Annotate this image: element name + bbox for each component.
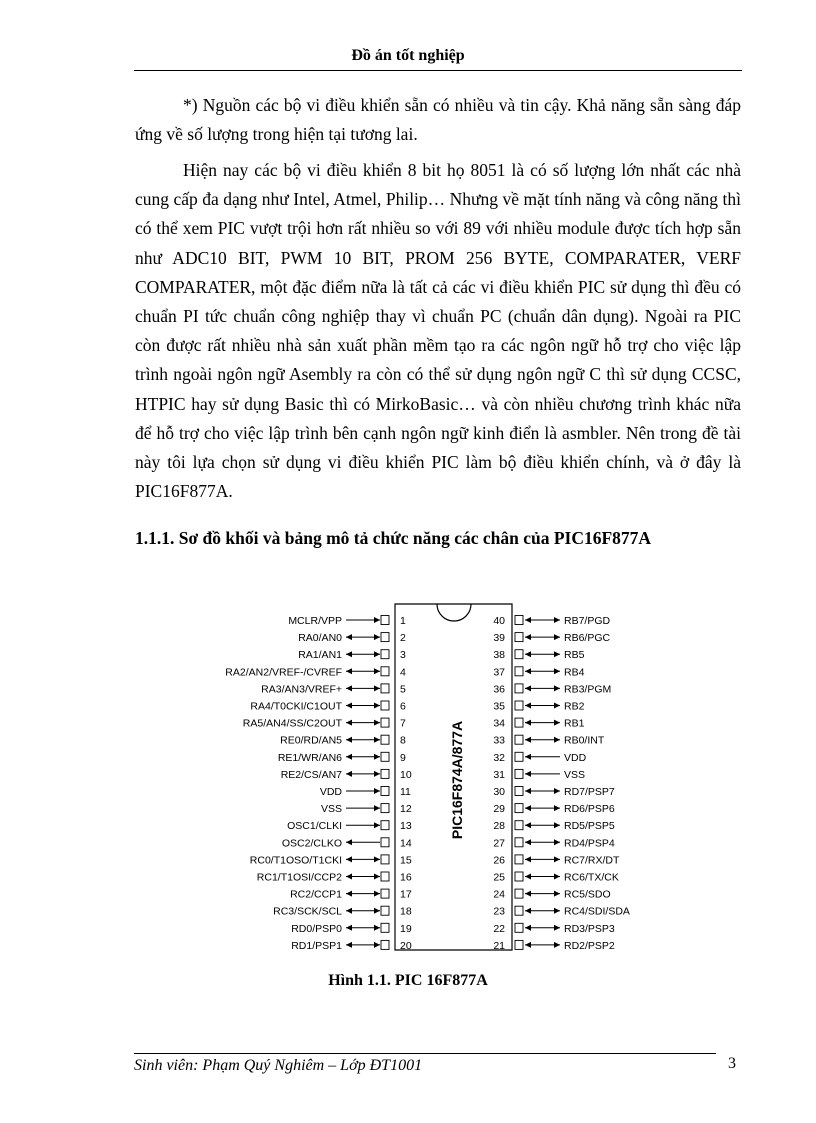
pic-pinout-figure (200, 598, 640, 963)
pin-label: RD2/PSP2 (564, 939, 615, 952)
pin-arrowhead (346, 891, 352, 897)
pin-number: 7 (400, 717, 406, 730)
pin-arrowhead (554, 891, 560, 897)
pin-pad (381, 718, 389, 727)
pin-arrowhead (374, 822, 380, 828)
pin-pad (515, 838, 523, 847)
pin-arrowhead (374, 685, 380, 691)
pin-label: RE0/RD/AN5 (280, 734, 342, 747)
pin-pad (515, 940, 523, 949)
pin-number: 34 (493, 717, 505, 730)
pin-label: RD7/PSP7 (564, 786, 615, 798)
pin-arrowhead (525, 839, 531, 845)
pin-number: 19 (400, 922, 412, 935)
pin-arrowhead (525, 856, 531, 862)
pin-number: 33 (493, 734, 505, 747)
pin-arrowhead (554, 805, 560, 811)
pin-arrowhead (525, 754, 531, 760)
pin-pad (515, 923, 523, 932)
pin-pad (515, 752, 523, 761)
pin-pad (381, 889, 389, 898)
pin-arrowhead (525, 720, 531, 726)
pin-pad (515, 769, 523, 778)
left-pin-10 (281, 769, 412, 781)
left-pin-14 (282, 837, 412, 849)
pin-label: RD0/PSP0 (291, 922, 342, 935)
pin-arrowhead (374, 925, 380, 931)
pin-label: RA4/T0CKI/C1OUT (250, 700, 342, 713)
pin-arrowhead (346, 634, 352, 640)
pin-number: 32 (493, 751, 505, 764)
pin-number: 24 (493, 888, 505, 901)
pin-pad (381, 855, 389, 864)
pin-arrowhead (554, 720, 560, 726)
pin-pad (515, 718, 523, 727)
pin-label: RA2/AN2/VREF-/CVREF (225, 666, 342, 679)
pin-label: RC6/TX/CK (564, 871, 619, 884)
pin-pad (515, 667, 523, 676)
pin-arrowhead (554, 942, 560, 948)
pin-label: VSS (320, 803, 342, 816)
pin-label: OSC1/CLKI (287, 820, 342, 833)
pin-arrowhead (525, 891, 531, 897)
pin-arrowhead (525, 737, 531, 743)
pin-label: RA0/AN0 (298, 632, 342, 645)
pin-arrowhead (554, 617, 560, 623)
pin-arrowhead (346, 737, 352, 743)
pin-number: 22 (493, 922, 505, 935)
pin-label: RB3/PGM (564, 683, 612, 696)
pin-pad (515, 872, 523, 881)
pin-arrowhead (554, 737, 560, 743)
pin-pad (381, 667, 389, 676)
pin-arrowhead (525, 925, 531, 931)
pin-arrowhead (525, 651, 531, 657)
pin-arrowhead (346, 925, 352, 931)
pin-label: VDD (319, 786, 342, 798)
pin-pad (381, 616, 389, 625)
pin-arrowhead (374, 891, 380, 897)
left-pin-5 (261, 683, 406, 695)
pin-number: 23 (493, 905, 505, 918)
pin-number: 20 (400, 939, 412, 952)
pin-number: 1 (400, 615, 406, 627)
pin-label: VDD (564, 751, 587, 764)
pin-label: RA1/AN1 (298, 649, 342, 662)
pin-pad (381, 684, 389, 693)
pin-arrowhead (525, 617, 531, 623)
left-pin-8 (280, 735, 406, 747)
pin-arrowhead (525, 874, 531, 880)
right-pin-23 (493, 906, 630, 918)
pin-label: MCLR/VPP (288, 615, 342, 627)
pin-pad (515, 633, 523, 642)
pin-arrowhead (525, 668, 531, 674)
pin-label: RC3/SCK/SCL (273, 905, 342, 918)
left-pin-4 (225, 666, 406, 678)
pin-number: 30 (493, 786, 505, 798)
pin-number: 31 (493, 768, 505, 781)
pin-pad (381, 735, 389, 744)
pin-label: RB6/PGC (564, 632, 611, 645)
pin-label: RC1/T1OSI/CCP2 (256, 871, 342, 884)
pin-number: 10 (400, 768, 412, 781)
pin-label: RE2/CS/AN7 (280, 768, 342, 781)
pin-label: RB4 (564, 666, 585, 679)
pin-arrowhead (525, 822, 531, 828)
pin-arrowhead (346, 908, 352, 914)
pin-label: RD3/PSP3 (564, 922, 615, 935)
pin-arrowhead (346, 754, 352, 760)
pin-number: 6 (400, 700, 406, 713)
pin-arrowhead (554, 634, 560, 640)
header-divider (134, 70, 742, 71)
pin-arrowhead (525, 685, 531, 691)
pin-arrowhead (346, 720, 352, 726)
pin-arrowhead (554, 925, 560, 931)
pin-label: OSC2/CLKO (281, 837, 342, 850)
pin-pad (381, 923, 389, 932)
pin-label: RD5/PSP5 (564, 820, 615, 833)
pin-number: 36 (493, 683, 505, 696)
pin-pad (515, 650, 523, 659)
pin-arrowhead (525, 942, 531, 948)
pin-arrowhead (374, 754, 380, 760)
pin-number: 27 (493, 837, 505, 850)
pin-arrowhead (554, 788, 560, 794)
pin-number: 11 (400, 786, 411, 798)
footer-divider (134, 1053, 716, 1054)
pin-pad (515, 821, 523, 830)
pin-pad (381, 650, 389, 659)
left-pin-17 (290, 889, 412, 901)
pin-arrowhead (374, 942, 380, 948)
pin-label: RB5 (564, 649, 585, 662)
left-pin-3 (298, 649, 406, 661)
pin-arrowhead (554, 908, 560, 914)
pin-arrowhead (554, 703, 560, 709)
pin-pad (381, 872, 389, 881)
pin-label: RC2/CCP1 (290, 888, 342, 901)
left-pin-2 (298, 632, 406, 644)
pin-pad (381, 769, 389, 778)
paragraph-2: Hiện nay các bộ vi điều khiển 8 bit họ 8051 là có số lượng lớn nhất các nhà cung cấp đa dạng như Intel, Atmel, Philip… Nhưng về mặt tính năng và công năng thì có thể xem PIC vượt trội hơn rất nhiều so với 89 với nhiều module được tích hợp sẵn như ADC10 BIT, PWM 10 BIT, PROM 256 BYTE, COMPARATER, VERF COMPARATER, một đặc điểm nữa là tất cả các vi điều khiển PIC sử dụng thì đều có chuẩn PI tức chuẩn công nghiệp thay vì chuẩn PC (chuẩn dân dụng). Ngoài ra PIC còn được rất nhiều nhà sản xuất phần mềm tạo ra các ngôn ngữ hỗ trợ cho việc lập trình ngoài ngôn ngữ Asembly ra còn có thể sử dụng ngôn ngữ C thì sử dụng CCSC, HTPIC hay sử dụng Basic thì có MirkoBasic… và còn nhiều chương trình khác nữa để hỗ trợ cho việc lập trình bên cạnh ngôn ngữ kinh điển là asmbler. Nên trong đề tài này tôi lựa chọn sử dụng vi điều khiển PIC làm bộ điều khiển chính, và ở đây là PIC16F877A. (135, 160, 741, 502)
pin-number: 25 (493, 871, 505, 884)
pin-number: 17 (400, 888, 412, 901)
pin-pad (381, 804, 389, 813)
pin-arrowhead (374, 874, 380, 880)
pin-number: 29 (493, 803, 505, 816)
pin-number: 35 (493, 700, 505, 713)
left-pin-15 (250, 854, 412, 866)
pin-number: 9 (400, 751, 406, 764)
pin-arrowhead (346, 703, 352, 709)
pin-number: 8 (400, 734, 406, 747)
pin-pad (515, 855, 523, 864)
pin-arrowhead (374, 908, 380, 914)
left-pin-20 (291, 940, 412, 952)
pin-arrowhead (346, 839, 352, 845)
left-pin-9 (278, 752, 406, 764)
pin-arrowhead (346, 685, 352, 691)
pin-arrowhead (525, 634, 531, 640)
pin-number: 39 (493, 632, 505, 645)
page-header-title: Đồ án tốt nghiệp (351, 47, 465, 64)
pin-label: RB7/PGD (564, 615, 611, 627)
pin-number: 37 (493, 666, 505, 679)
pin-arrowhead (374, 771, 380, 777)
pin-arrowhead (554, 651, 560, 657)
chip-part-label: PIC16F874A/877A (449, 720, 465, 840)
page-number: 3 (728, 1055, 736, 1072)
pin-number: 38 (493, 649, 505, 662)
pin-arrowhead (346, 668, 352, 674)
pin-number: 2 (400, 632, 406, 645)
pin-pad (381, 821, 389, 830)
pin-arrowhead (346, 874, 352, 880)
pin-arrowhead (374, 805, 380, 811)
pin-label: RA5/AN4/SS/C2OUT (242, 717, 342, 730)
pin-number: 40 (493, 615, 505, 627)
pin-arrowhead (525, 788, 531, 794)
pin-arrowhead (525, 908, 531, 914)
pin-number: 26 (493, 854, 505, 867)
pin-number: 28 (493, 820, 505, 833)
pin-pad (515, 684, 523, 693)
pin-label: VSS (564, 768, 586, 781)
pin-arrowhead (346, 771, 352, 777)
pin-arrowhead (374, 788, 380, 794)
left-pin-19 (291, 923, 412, 935)
pin-arrowhead (554, 856, 560, 862)
pinout-diagram (200, 598, 640, 958)
pin-pad (381, 906, 389, 915)
pin-arrowhead (525, 771, 531, 777)
pin-arrowhead (374, 737, 380, 743)
pin-arrowhead (346, 856, 352, 862)
pin-pad (381, 838, 389, 847)
pin-label: RB2 (564, 700, 585, 713)
pin-arrowhead (374, 634, 380, 640)
pin-number: 18 (400, 905, 412, 918)
figure-caption: Hình 1.1. PIC 16F877A (328, 972, 488, 989)
pin-label: RD4/PSP4 (564, 837, 615, 850)
pin-number: 14 (400, 837, 412, 850)
pin-label: RC4/SDI/SDA (564, 905, 630, 918)
pin-number: 13 (400, 820, 412, 833)
pin-arrowhead (554, 822, 560, 828)
pin-pad (381, 940, 389, 949)
pin-number: 3 (400, 649, 406, 662)
footer-student: Sinh viên: Phạm Quý Nghiêm – Lớp ĐT1001 (134, 1057, 423, 1074)
section-heading: 1.1.1. Sơ đồ khối và bảng mô tả chức năng các chân của PIC16F877A (135, 528, 652, 548)
left-pin-16 (257, 872, 412, 884)
pin-arrowhead (346, 942, 352, 948)
pin-pad (381, 701, 389, 710)
pin-number: 15 (400, 854, 412, 867)
pin-arrowhead (554, 839, 560, 845)
pin-label: RD6/PSP6 (564, 803, 615, 816)
pin-arrowhead (374, 668, 380, 674)
pin-label: RC7/RX/DT (564, 854, 620, 867)
pin-label: RB0/INT (564, 734, 605, 747)
pin-label: RC5/SDO (564, 888, 611, 901)
pin-pad (381, 633, 389, 642)
pin-arrowhead (374, 720, 380, 726)
pin-arrowhead (374, 617, 380, 623)
pin-pad (515, 906, 523, 915)
pin-pad (515, 701, 523, 710)
pin-pad (381, 752, 389, 761)
pin-arrowhead (525, 805, 531, 811)
pin-pad (381, 787, 389, 796)
pin-arrowhead (525, 703, 531, 709)
pin-number: 12 (400, 803, 412, 816)
pin-label: RB1 (564, 717, 585, 730)
paragraph-1: *) Nguồn các bộ vi điều khiển sẵn có nhiều và tin cậy. Khả năng sẵn sàng đáp ứng về số lượng trong hiện tại tương lai. (135, 95, 741, 145)
pin-label: RC0/T1OSO/T1CKI (249, 854, 342, 867)
pin-number: 16 (400, 871, 412, 884)
pin-pad (515, 616, 523, 625)
pin-arrowhead (554, 874, 560, 880)
pin-arrowhead (554, 668, 560, 674)
pin-arrowhead (554, 685, 560, 691)
pin-number: 5 (400, 683, 406, 696)
left-pin-18 (273, 906, 412, 918)
pin-label: RE1/WR/AN6 (277, 751, 342, 764)
pin-arrowhead (374, 703, 380, 709)
pin-pad (515, 804, 523, 813)
pin-pad (515, 889, 523, 898)
pin-arrowhead (374, 651, 380, 657)
left-pin-13 (287, 820, 412, 832)
left-pin-6 (250, 701, 406, 713)
pin-number: 21 (493, 939, 505, 952)
left-pin-7 (243, 718, 406, 730)
left-pin-1 (288, 615, 406, 627)
pin-pad (515, 735, 523, 744)
pin-arrowhead (374, 856, 380, 862)
pin-number: 4 (400, 666, 406, 679)
pin-label: RA3/AN3/VREF+ (261, 683, 342, 696)
pin-arrowhead (346, 651, 352, 657)
pin-pad (515, 787, 523, 796)
pin-label: RD1/PSP1 (291, 939, 342, 952)
